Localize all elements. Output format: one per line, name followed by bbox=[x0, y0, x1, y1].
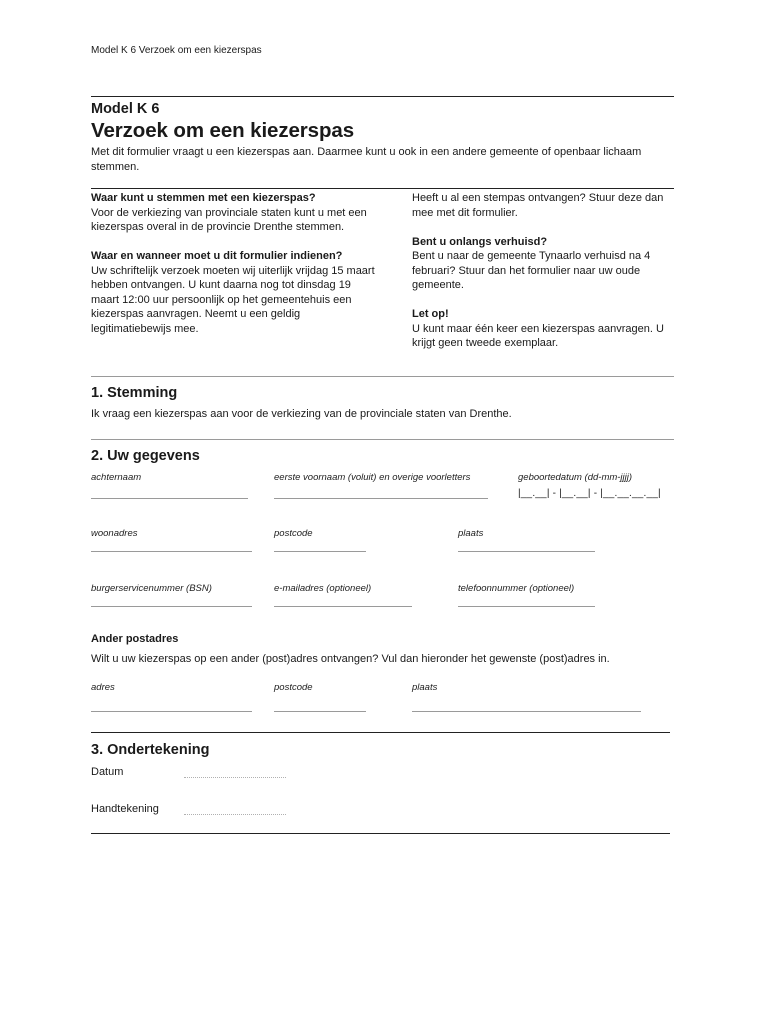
header-rule bbox=[91, 96, 674, 97]
plaats-label: plaats bbox=[458, 528, 484, 539]
section-3-heading: 3. Ondertekening bbox=[91, 742, 210, 758]
voornaam-field[interactable] bbox=[274, 498, 488, 499]
info-top-rule bbox=[91, 188, 674, 189]
geboortedatum-field[interactable]: |__.__| - |__.__| - |__.__.__.__| bbox=[518, 488, 661, 499]
info-right-column bbox=[412, 191, 684, 351]
section-3-rule bbox=[91, 833, 670, 834]
postcode-field[interactable] bbox=[274, 551, 366, 552]
info-stempas-text: Heeft u al een stempas ontvangen? Stuur deze dan mee met dit formulier. bbox=[412, 192, 664, 219]
page-title: Verzoek om een kiezerspas bbox=[91, 119, 355, 142]
intro-text: Met dit formulier vraagt u een kiezerspas aan. Daarmee kunt u ook in een andere gemeente of openbaar lichaam stemmen. bbox=[91, 146, 642, 173]
info-question-where: Waar kunt u stemmen met een kiezerspas? bbox=[91, 192, 316, 204]
datum-field[interactable] bbox=[184, 777, 286, 778]
ander-adres-label: adres bbox=[91, 682, 115, 693]
ander-postcode-label: postcode bbox=[274, 682, 313, 693]
ander-postcode-field[interactable] bbox=[274, 711, 366, 712]
ander-adres-field[interactable] bbox=[91, 711, 252, 712]
handtekening-field[interactable] bbox=[184, 814, 286, 815]
info-bottom-rule bbox=[91, 376, 674, 377]
section-1-heading: 1. Stemming bbox=[91, 385, 178, 401]
email-field[interactable] bbox=[274, 606, 412, 607]
datum-label: Datum bbox=[91, 766, 124, 778]
info-answer-when: Uw schriftelijk verzoek moeten wij uiterlijk vrijdag 15 maart hebben ontvangen. U kunt daarna nog tot dinsdag 19 maart 12:00 uur persoonlijk op het gemeentehuis een kiezerspas aanvragen. Neemt u een geldig legitimatiebewijs mee. bbox=[91, 264, 375, 335]
running-head: Model K 6 Verzoek om een kiezerspas bbox=[91, 45, 262, 56]
bsn-label: burgerservicenummer (BSN) bbox=[91, 583, 212, 594]
info-question-moved: Bent u onlangs verhuisd? bbox=[412, 235, 548, 248]
geboortedatum-label: geboortedatum (dd-mm-jjjj) bbox=[518, 472, 633, 483]
bsn-field[interactable] bbox=[91, 606, 252, 607]
handtekening-label: Handtekening bbox=[91, 803, 159, 815]
info-warning-text: U kunt maar één keer een kiezerspas aanvragen. U krijgt geen tweede exemplaar. bbox=[412, 322, 664, 349]
voornaam-label: eerste voornaam (voluit) en overige voorletters bbox=[274, 472, 471, 483]
plaats-field[interactable] bbox=[458, 551, 595, 552]
section-2-rule bbox=[91, 732, 670, 733]
info-warning-heading: Let op! bbox=[412, 308, 449, 320]
email-label: e-mailadres (optioneel) bbox=[274, 583, 372, 594]
woonadres-label: woonadres bbox=[91, 528, 138, 539]
achternaam-label: achternaam bbox=[91, 472, 142, 483]
telefoon-label: telefoonnummer (optioneel) bbox=[458, 583, 575, 594]
telefoon-field[interactable] bbox=[458, 606, 595, 607]
ander-postadres-heading: Ander postadres bbox=[91, 633, 179, 645]
ander-plaats-label: plaats bbox=[412, 682, 438, 693]
model-number: Model K 6 bbox=[91, 101, 160, 117]
postcode-label: postcode bbox=[274, 528, 313, 539]
achternaam-field[interactable] bbox=[91, 498, 248, 499]
section-1-text: Ik vraag een kiezerspas aan voor de verkiezing van de provinciale staten van Drenthe. bbox=[91, 408, 512, 420]
info-question-when: Waar en wanneer moet u dit formulier indienen? bbox=[91, 250, 343, 262]
section-2-heading: 2. Uw gegevens bbox=[91, 448, 200, 464]
ander-postadres-text: Wilt u uw kiezerspas op een ander (post)adres ontvangen? Vul dan hieronder het gewenste (post)adres in. bbox=[91, 653, 610, 665]
info-left-column bbox=[91, 191, 376, 336]
woonadres-field[interactable] bbox=[91, 551, 252, 552]
ander-plaats-field[interactable] bbox=[412, 711, 641, 712]
info-answer-where: Voor de verkiezing van provinciale staten kunt u met een kiezerspas overal in de provincie Drenthe stemmen. bbox=[91, 206, 367, 233]
info-answer-moved: Bent u naar de gemeente Tynaarlo verhuisd na 4 februari? Stuur dan het formulier naar uw oude gemeente. bbox=[412, 250, 651, 291]
section-1-rule bbox=[91, 439, 674, 440]
